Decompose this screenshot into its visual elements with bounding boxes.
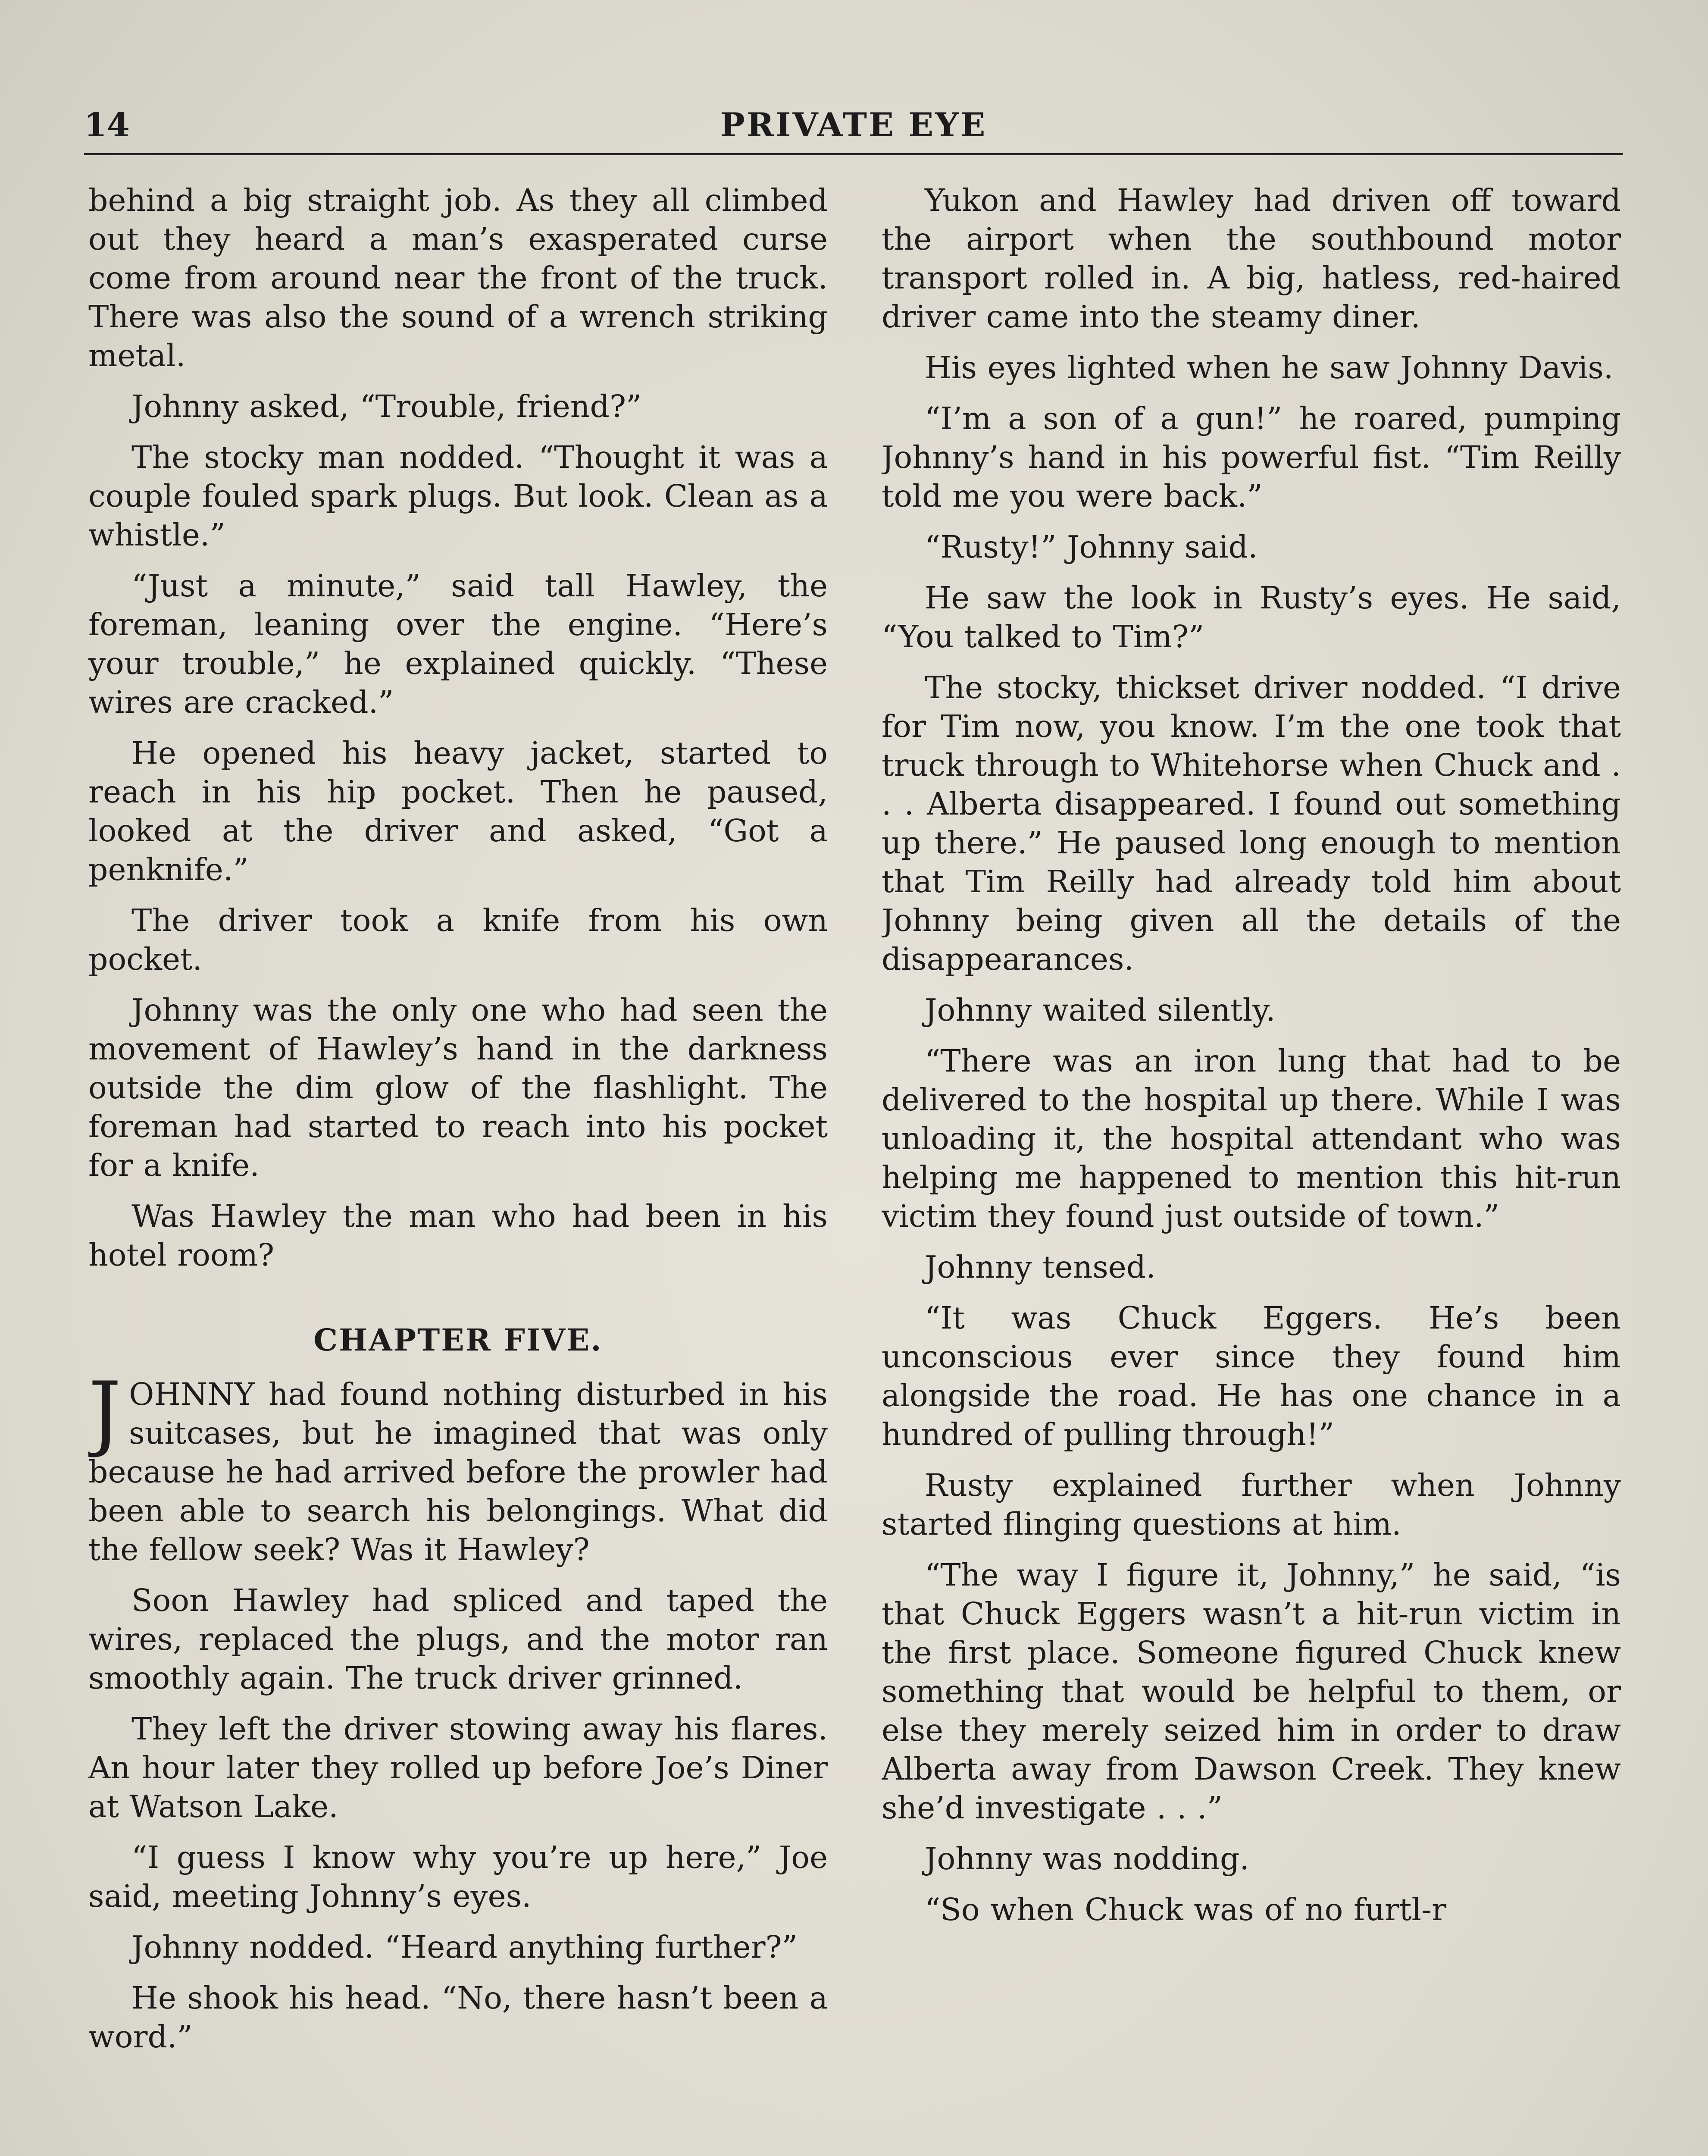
paragraph: “So when Chuck was of no furtl-r: [925, 1892, 1447, 1927]
paragraph: “It was Chuck Eggers. He’s been unconscious ever since they found him alongside the road. He has one chance in a hundred of pulling through!”: [882, 1300, 1621, 1452]
paragraph: His eyes lighted when he saw Johnny Davis.: [925, 350, 1614, 385]
paragraph: Soon Hawley had spliced and taped the wires, replaced the plugs, and the motor ran smoothly again. The truck driver grinned.: [88, 1583, 828, 1696]
paragraph: behind a big straight job. As they all climbed out they heard a man’s exasperated curse come from around near the front of the truck. There was also the sound of a wrench striking metal.: [88, 182, 828, 373]
paragraph: He opened his heavy jacket, started to reach in his hip pocket. Then he paused, looked at the driver and asked, “Got a penknife.”: [88, 735, 828, 887]
left-column: [88, 181, 828, 2156]
paragraph: “Just a minute,” said tall Hawley, the foreman, leaning over the engine. “Here’s your trouble,” he explained quickly. “These wires are cracked.”: [88, 568, 828, 720]
paragraph: The stocky, thickset driver nodded. “I drive for Tim now, you know. I’m the one took that truck through to Whitehorse when Chuck and . . . Alberta disappeared. I found out something up there.” He paused long enough to mention that Tim Reilly had already told him about Johnny being given all the details of the disappearances.: [882, 670, 1621, 977]
paragraph: He saw the look in Rusty’s eyes. He said, “You talked to Tim?”: [882, 580, 1621, 655]
chapter-first-paragraph: [88, 1364, 828, 1569]
chapter-heading: CHAPTER FIVE.: [313, 1322, 603, 1358]
page-header: [84, 97, 1623, 155]
paragraph: Johnny was the only one who had seen the movement of Hawley’s hand in the darkness outside the dim glow of the flashlight. The foreman had started to reach into his pocket for a knife.: [88, 992, 828, 1183]
paragraph: “I’m a son of a gun!” he roared, pumping Johnny’s hand in his powerful fist. “Tim Reilly told me you were back.”: [882, 401, 1621, 514]
paragraph: They left the driver stowing away his flares. An hour later they rolled up before Joe’s Diner at Watson Lake.: [88, 1711, 828, 1824]
paragraph: Johnny was nodding.: [925, 1841, 1250, 1877]
paragraph: “I guess I know why you’re up here,” Joe said, meeting Johnny’s eyes.: [88, 1839, 828, 1914]
chapter-first-paragraph-text: OHNNY had found nothing disturbed in his suitcases, but he imagined that was only because he had arrived before the prowler had been able to search his belongings. What did the fellow seek? Was it Hawley?: [88, 1376, 828, 1567]
paragraph: “Rusty!” Johnny said.: [925, 529, 1258, 565]
paragraph: “The way I figure it, Johnny,” he said, “is that Chuck Eggers wasn’t a hit-run victim in the first place. Someone figured Chuck knew something that would be helpful to them, or else they merely seized him in order to draw Alberta away from Dawson Creek. They knew she’d investigate . . .”: [882, 1557, 1621, 1826]
paragraph: The driver took a knife from his own pocket.: [88, 903, 828, 977]
paragraph: Yukon and Hawley had driven off toward the airport when the southbound motor transport rolled in. A big, hatless, red-haired driver came into the steamy diner.: [882, 182, 1621, 335]
drop-cap: J: [88, 1364, 122, 1460]
paragraph: “There was an iron lung that had to be delivered to the hospital up there. While I was unloading it, the hospital attendant who was helping me happened to mention this hit-run victim they found just outside of town.”: [882, 1043, 1621, 1234]
paragraph: The stocky man nodded. “Thought it was a couple fouled spark plugs. But look. Clean as a whistle.”: [88, 439, 828, 553]
paragraph: Johnny waited silently.: [925, 992, 1276, 1028]
paragraph: He shook his head. “No, there hasn’t been a word.”: [88, 1980, 828, 2055]
paragraph: Rusty explained further when Johnny started flinging questions at him.: [882, 1467, 1621, 1542]
paragraph: Was Hawley the man who had been in his hotel room?: [88, 1198, 828, 1273]
right-column: [882, 181, 1621, 2156]
paragraph: Johnny nodded. “Heard anything further?”: [131, 1929, 798, 1965]
running-head: PRIVATE EYE: [720, 106, 987, 144]
page-number: 14: [84, 106, 130, 144]
paragraph: Johnny asked, “Trouble, friend?”: [131, 389, 642, 424]
paragraph: Johnny tensed.: [925, 1249, 1156, 1285]
